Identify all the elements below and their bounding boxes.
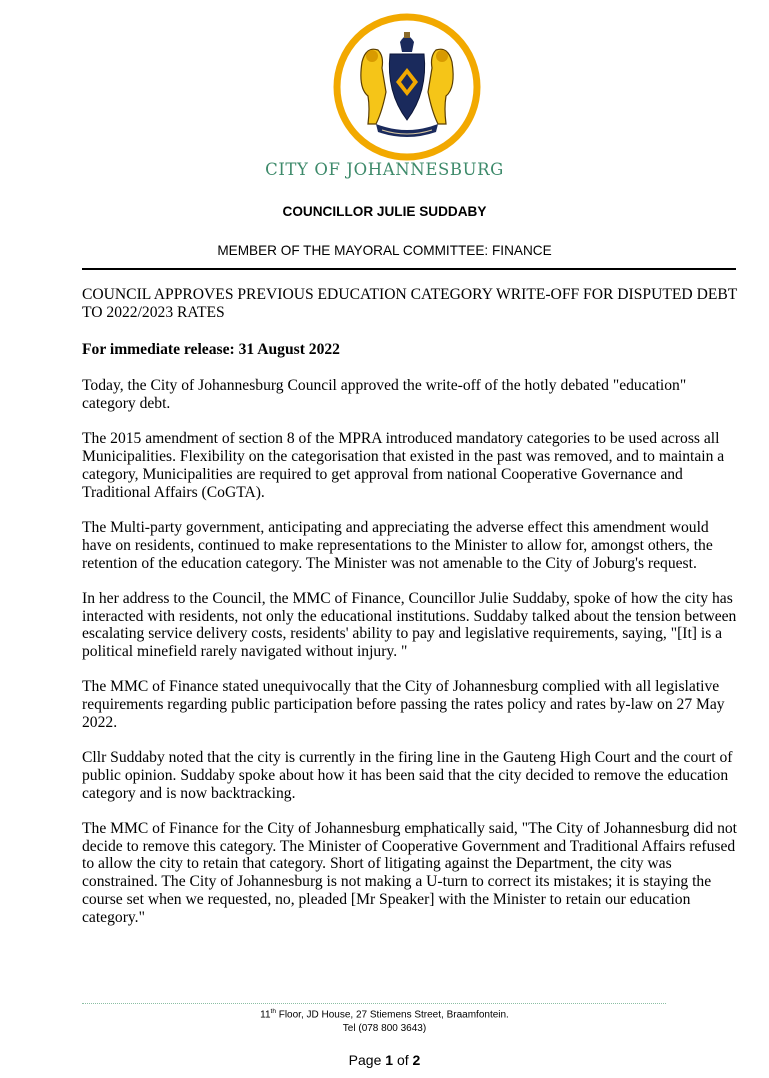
article-paragraph: Today, the City of Johannesburg Council approved the write-off of the hotly debated "education" category debt.	[82, 377, 687, 413]
coat-of-arms-icon	[332, 12, 482, 162]
footer-telephone: Tel (078 800 3643)	[342, 1023, 427, 1034]
article-paragraph: Cllr Suddaby noted that the city is currently in the firing line in the Gauteng High Court and the court of public opinion. Suddaby spoke about how it has been said that the city decided to remove the education category and is now backtracking.	[82, 749, 733, 802]
footer-address	[0, 1008, 769, 1020]
committee-title: MEMBER OF THE MAYORAL COMMITTEE: FINANCE	[217, 243, 552, 258]
city-name: CITY OF JOHANNESBURG	[265, 160, 504, 179]
address-floor-suffix: th	[270, 1008, 276, 1015]
article-paragraph: The MMC of Finance for the City of Johannesburg emphatically said, "The City of Johannesburg did not decide to remove this category. The Minister of Cooperative Government and Traditional Affairs refused to allow the city to retain that category. Short of litigating against the Department, the city was constrained. The City of Johannesburg is not making a U-turn to correct its mistakes; it is staying the course set when we requested, no, pleaded [Mr Speaker] with the Minister to retain our education category."	[82, 819, 737, 926]
article-paragraph: The 2015 amendment of section 8 of the MPRA introduced mandatory categories to be used across all Municipalities. Flexibility on the categorisation that existed in the past was removed, and to maintain a category, Municipalities are required to get approval from national Cooperative Governance and Traditional Affairs (CoGTA).	[82, 430, 725, 501]
councillor-name: COUNCILLOR JULIE SUDDABY	[282, 204, 487, 219]
page-current: 1	[385, 1052, 394, 1068]
header-divider	[82, 268, 736, 270]
address-street: Floor, JD House, 27 Stiemens Street, Braamfontein.	[275, 1009, 509, 1021]
page-total: 2	[412, 1052, 421, 1068]
article-paragraph: The MMC of Finance stated unequivocally that the City of Johannesburg complied with all legislative requirements regarding public participation before passing the rates policy and rates by-law on 27 May 2022.	[82, 678, 725, 731]
article-paragraph: In her address to the Council, the MMC of Finance, Councillor Julie Suddaby, spoke of how the city has interacted with residents, not only the educational institutions. Suddaby talked about the tension between escalating service delivery costs, residents' ability to pay and legislative requirements, saying, "[It] is a political minefield rarely navigated without injury. "	[82, 589, 737, 661]
article-paragraph: The Multi-party government, anticipating and appreciating the adverse effect this amendment would have on residents, continued to make representations to the Minister to allow for, amongst others, the retention of the education category. The Minister was not amenable to the City of Joburg's request.	[82, 518, 713, 572]
article-headline: COUNCIL APPROVES PREVIOUS EDUCATION CATEGORY WRITE-OFF FOR DISPUTED DEBT TO 2022/2023 RATES	[82, 286, 737, 321]
page-number	[0, 1052, 769, 1068]
page-of-label: of	[393, 1052, 413, 1068]
footer-divider	[82, 1003, 666, 1004]
address-floor: 11	[260, 1009, 271, 1021]
page-label: Page	[348, 1052, 386, 1068]
release-date: For immediate release: 31 August 2022	[82, 340, 340, 358]
article-body	[82, 286, 742, 944]
